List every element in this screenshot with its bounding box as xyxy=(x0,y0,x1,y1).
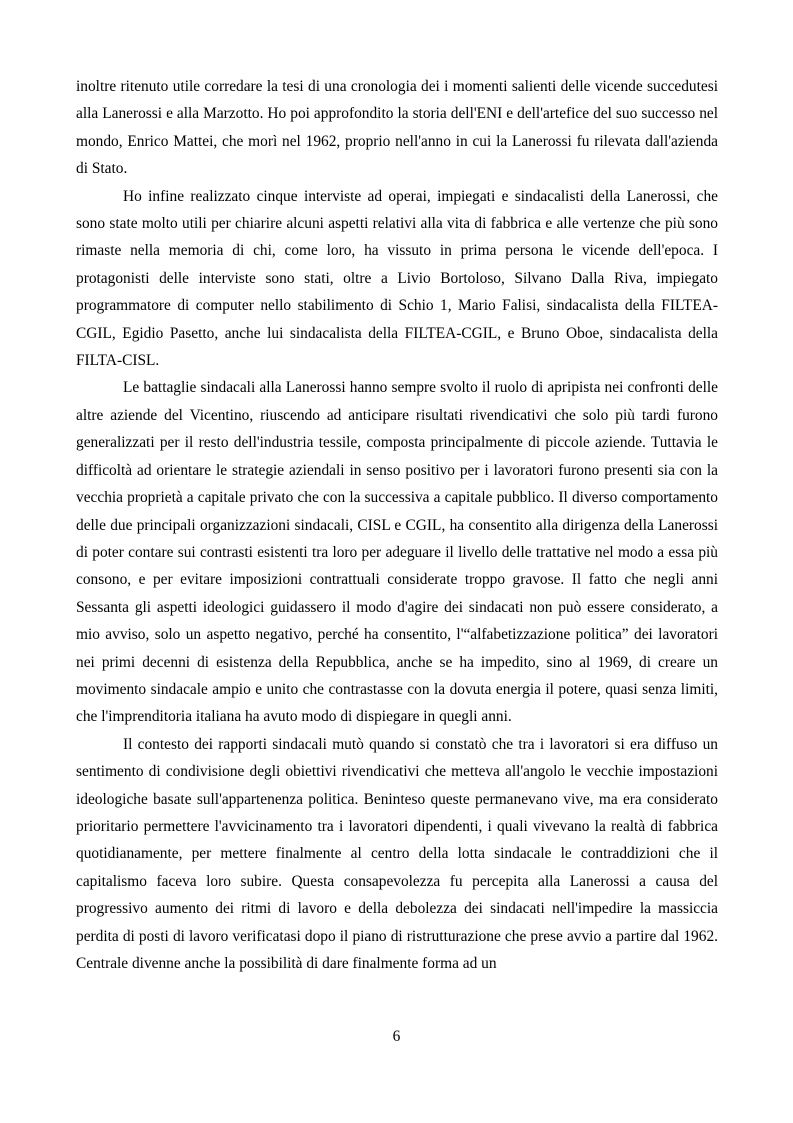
paragraph-battaglie-sindacali: Le battaglie sindacali alla Lanerossi hanno sempre svolto il ruolo di apripista nei confronti delle altre aziende del Vicentino, riuscendo ad anticipare risultati rivendicativi che solo più tardi furono generalizzati per il resto dell'industria tessile, composta principalmente di piccole aziende. Tuttavia le difficoltà ad orientare le strategie aziendali in senso positivo per i lavoratori furono presenti sia con la vecchia proprietà a capitale privato che con la successiva a capitale pubblico. Il diverso comportamento delle due principali organizzazioni sindacali, CISL e CGIL, ha consentito alla dirigenza della Lanerossi di poter contare sui contrasti esistenti tra loro per adeguare il livello delle trattative nel modo a essa più consono, e per evitare imposizioni contrattuali considerate troppo gravose. Il fatto che negli anni Sessanta gli aspetti ideologici guidassero il modo d'agire dei sindacati non può essere considerato, a mio avviso, solo un aspetto negativo, perché ha consentito, l'“alfabetizzazione politica” dei lavoratori nei primi decenni di esistenza della Repubblica, anche se ha impedito, sino al 1969, di creare un movimento sindacale ampio e unito che contrastasse con la dovuta energia il potere, quasi senza limiti, che l'imprenditoria italiana ha avuto modo di dispiegare in quegli anni. xyxy=(76,379,718,726)
paragraph-cronologia: inoltre ritenuto utile corredare la tesi di una cronologia dei i momenti salienti delle vicende succedutesi alla Lanerossi e alla Marzotto. Ho poi approfondito la storia dell'ENI e dell'artefice del suo successo nel mondo, Enrico Mattei, che morì nel 1962, proprio nell'anno in cui la Lanerossi fu rilevata dall'azienda di Stato. xyxy=(76,78,718,178)
paragraph-interviste: Ho infine realizzato cinque interviste ad operai, impiegati e sindacalisti della Lanerossi, che sono state molto utili per chiarire alcuni aspetti relativi alla vita di fabbrica e alle vertenze che più sono rimaste nella memoria di chi, come loro, ha vissuto in prima persona le vicende dell'epoca. I protagonisti delle interviste sono stati, oltre a Livio Bortoloso, Silvano Dalla Riva, impiegato programmatore di computer nello stabilimento di Schio 1, Mario Falisi, sindacalista della FILTEA-CGIL, Egidio Pasetto, anche lui sindacalista della FILTEA-CGIL, e Bruno Oboe, sindacalista della FILTA-CISL. xyxy=(76,187,718,370)
page-body xyxy=(76,73,718,977)
paragraph-contesto-rapporti: Il contesto dei rapporti sindacali mutò quando si constatò che tra i lavoratori si era diffuso un sentimento di condivisione degli obiettivi rivendicativi che metteva all'angolo le vecchie impostazioni ideologiche basate sull'appartenenza politica. Beninteso queste permanevano vive, ma era considerato prioritario permettere l'avvicinamento tra i lavoratori dipendenti, i quali vivevano la realtà di fabbrica quotidianamente, per mettere finalmente al centro della lotta sindacale le contraddizioni che il capitalismo faceva loro subire. Questa consapevolezza fu percepita alla Lanerossi a causa del progressivo aumento dei ritmi di lavoro e della debolezza dei sindacati nell'impedire la massiccia perdita di posti di lavoro verificatasi dopo il piano di ristrutturazione che prese avvio a partire dal 1962. Centrale divenne anche la possibilità di dare finalmente forma ad un xyxy=(76,735,718,972)
page-number: 6 xyxy=(392,1028,401,1045)
